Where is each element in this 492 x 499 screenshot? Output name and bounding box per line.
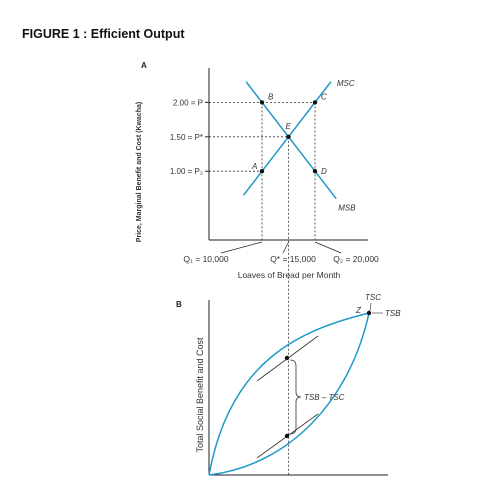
y-axis-label: Price, Marginal Benefit and Cost (Kwacha)	[136, 101, 143, 243]
figure-title: FIGURE 1 : Efficient Output	[22, 27, 185, 41]
point-label-e: E	[285, 121, 291, 131]
series-label-msb: MSB	[338, 203, 356, 213]
difference-brace	[290, 360, 301, 434]
point-tsc-qstar	[285, 434, 289, 438]
point-e	[286, 135, 290, 139]
point-tsb-qstar	[285, 356, 289, 360]
series-label-tsb: TSB	[385, 309, 401, 318]
series-tsb	[209, 313, 369, 475]
x-tick-leader	[221, 242, 262, 253]
x-tick-leader	[283, 242, 289, 253]
point-b	[260, 100, 264, 104]
series-tsc	[209, 313, 369, 475]
series-label-msc: MSC	[336, 78, 355, 88]
panel-b-letter: B	[176, 300, 182, 309]
annotation-tsb-minus-tsc: TSB – TSC	[304, 393, 345, 402]
series-label-tsc: TSC	[365, 293, 381, 302]
x-tick-label: Q* = 15,000	[270, 254, 316, 264]
y-tick-label: 1.50 = P*	[169, 132, 203, 142]
panel-a-chart	[136, 68, 379, 475]
x-axis-label: Loaves of Bread per Month	[237, 270, 341, 280]
x-tick-label: Q₁ = 10,000	[183, 254, 229, 264]
point-label-z: Z	[356, 306, 361, 315]
y-axis-label-b: Total Social Benefit and Cost	[195, 337, 205, 453]
x-tick-leader	[315, 242, 341, 253]
x-tick-label: Q₂ = 20,000	[333, 254, 379, 264]
point-a	[260, 169, 264, 173]
panel-a-letter: A	[141, 61, 147, 70]
point-d	[313, 169, 317, 173]
y-tick-label: 1.00 = P₂	[169, 167, 203, 177]
leader-tsc	[370, 303, 371, 311]
point-label-a: A	[252, 162, 258, 172]
panel-b-chart	[195, 293, 401, 475]
point-label-b: B	[268, 92, 274, 102]
point-z	[367, 311, 371, 315]
point-label-c: C	[321, 92, 327, 102]
y-tick-label: 2.00 = P	[172, 98, 203, 108]
point-label-d: D	[321, 167, 327, 177]
point-c	[313, 100, 317, 104]
